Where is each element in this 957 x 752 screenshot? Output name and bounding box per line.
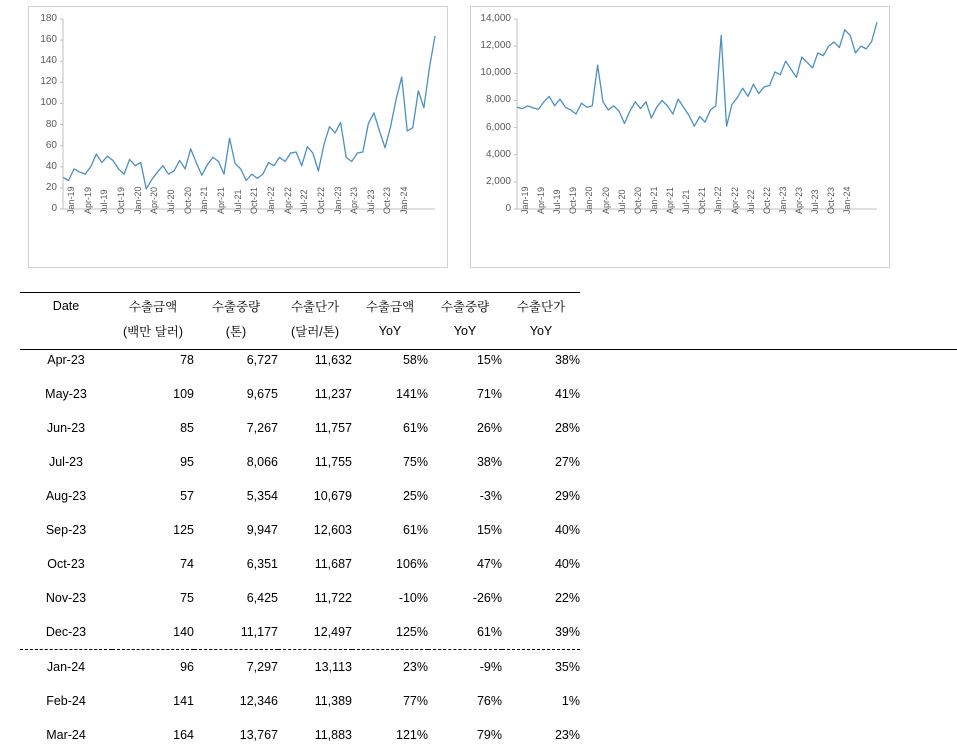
cell-export-weight: 11,177 [240,625,278,639]
export-value-chart-xtick-label: Apr-21 [215,186,226,214]
export-value-chart-ytick-label: 80 [45,118,57,130]
export-value-chart-xtick-label: Jul-19 [99,189,110,214]
cell-export-weight: 12,346 [239,694,278,708]
export-value-chart-ytick-label: 0 [51,203,57,214]
cell-export-value-yoy: 75% [402,455,428,469]
table-header [20,293,580,344]
cell-export-value-yoy: -10% [398,591,428,605]
export-value-chart-ytick-label: 120 [40,76,57,88]
cell-export-value-yoy: 121% [396,728,428,742]
export-weight-chart-ytick-label: 0 [505,203,511,214]
cell-export-weight-yoy: 61% [476,625,502,639]
cell-export-price-yoy: 40% [554,523,580,537]
col-subheader-export-price: (달러/톤) [290,324,340,339]
cell-export-value-yoy: 25% [402,489,428,503]
cell-export-weight: 13,767 [239,728,278,742]
cell-export-weight-yoy: 79% [476,728,502,742]
export-value-chart-series-line [63,36,435,189]
table-row [20,377,580,411]
col-subheader-date [20,318,112,343]
export-value-chart-xtick-label: Apr-19 [82,186,93,214]
cell-date: Aug-23 [45,489,87,503]
cell-export-price: 11,632 [314,353,352,367]
cell-export-price-yoy: 22% [554,591,580,605]
export-weight-chart-ytick-label: 8,000 [485,94,511,106]
col-header-date: Date [52,298,80,313]
table-row [20,615,580,650]
cell-export-value-yoy: 125% [396,625,428,639]
export-value-chart-ytick-label: 140 [40,55,57,67]
col-subheader-export-value-yoy: YoY [378,323,402,338]
cell-export-price: 10,679 [313,489,352,503]
cell-export-weight-yoy: 15% [476,353,502,367]
cell-export-price-yoy: 39% [554,625,580,639]
cell-date: Nov-23 [45,591,87,605]
export-weight-chart-ytick-label: 6,000 [485,121,511,133]
export-value-chart-panel [28,6,448,268]
export-summary-table [20,292,580,752]
export-value-chart-xtick-label: Jan-24 [399,186,410,214]
cell-export-weight-yoy: 47% [476,557,502,571]
cell-date: Mar-24 [46,728,86,742]
table-row [20,581,580,615]
cell-export-price: 11,757 [314,421,352,435]
export-weight-chart-xtick-label: Oct-21 [697,186,708,214]
export-value-chart-ytick-label: 160 [40,34,57,46]
cell-export-weight-yoy: 15% [476,523,502,537]
cell-export-weight: 7,267 [246,421,278,435]
cell-export-value: 140 [173,625,194,639]
cell-date: Oct-23 [47,557,85,571]
cell-export-price-yoy: 27% [554,455,580,469]
cell-export-price: 11,389 [314,694,352,708]
export-weight-chart-ytick-label: 10,000 [480,67,511,79]
export-value-chart-xtick-label: Jul-21 [232,189,243,214]
cell-date: Jun-23 [46,421,86,435]
cell-export-value: 96 [180,660,194,674]
cell-export-value: 164 [173,728,194,742]
cell-export-value-yoy: 141% [396,387,428,401]
cell-export-value: 85 [180,421,194,435]
cell-date: Dec-23 [45,625,87,639]
cell-export-price-yoy: 28% [554,421,580,435]
cell-date: Feb-24 [46,694,86,708]
export-weight-chart-ytick-label: 14,000 [480,13,511,24]
export-weight-chart-ytick-label: 12,000 [480,40,511,52]
export-weight-chart-xtick-label: Jan-19 [520,186,530,214]
export-weight-chart-xtick-label: Jul-22 [745,189,756,214]
cell-export-price: 13,113 [314,660,352,674]
export-weight-chart-xtick-label: Apr-19 [536,186,547,214]
export-weight-chart-xtick-label: Oct-23 [826,186,837,214]
export-value-chart-xtick-label: Apr-22 [282,186,293,214]
cell-export-weight: 6,727 [246,353,278,367]
cell-export-value: 125 [173,523,194,537]
cell-export-price-yoy: 41% [554,387,580,401]
cell-export-price-yoy: 1% [561,694,580,708]
export-value-chart-xtick-label: Oct-19 [115,186,126,214]
export-weight-chart-xtick-label: Jan-22 [713,186,724,214]
cell-export-weight-yoy: 38% [476,455,502,469]
col-subheader-export-price-yoy: YoY [529,323,553,338]
export-weight-chart-xtick-label: Apr-21 [665,186,676,214]
cell-export-weight: 7,297 [246,660,278,674]
cell-export-weight: 6,425 [246,591,278,605]
export-value-chart-xtick-label: Jul-22 [299,189,310,214]
cell-export-value: 74 [180,557,194,571]
table-row [20,411,580,445]
cell-export-weight: 5,354 [246,489,278,503]
cell-export-weight-yoy: 76% [476,694,502,708]
col-header-export-value-yoy: 수출금액 [365,299,415,314]
cell-export-value-yoy: 61% [402,421,428,435]
export-weight-chart-xtick-label: Jul-19 [552,189,563,214]
cell-export-price: 11,883 [314,728,352,742]
export-weight-chart-xtick-label: Apr-23 [794,186,805,214]
cell-export-price: 11,237 [314,387,352,401]
cell-export-price-yoy: 35% [554,660,580,674]
cell-export-price-yoy: 40% [554,557,580,571]
export-value-chart-ytick-label: 180 [40,13,57,24]
cell-date: Jan-24 [46,660,86,674]
cell-export-price: 12,603 [313,523,352,537]
cell-export-weight: 6,351 [246,557,278,571]
table-row [20,445,580,479]
cell-export-weight-yoy: -26% [472,591,502,605]
export-value-chart-ytick-label: 60 [45,139,57,151]
cell-export-value: 57 [180,489,194,503]
export-value-chart-xtick-label: Jan-19 [66,186,76,214]
col-subheader-export-value: (백만 달러) [122,324,184,339]
table-row [20,718,580,752]
table-row [20,547,580,581]
export-weight-chart-xtick-label: Apr-20 [600,186,611,214]
table-row [20,684,580,718]
cell-export-value: 109 [173,387,194,401]
export-value-chart-svg [29,7,447,267]
col-header-export-value: 수출금액 [128,299,178,314]
col-header-export-weight: 수출중량 [211,299,261,314]
export-value-chart-xtick-label: Oct-21 [249,186,260,214]
col-header-export-price: 수출단가 [290,299,340,314]
table-row [20,479,580,513]
cell-date: May-23 [45,387,87,401]
cell-export-price-yoy: 29% [554,489,580,503]
cell-export-value-yoy: 61% [402,523,428,537]
export-value-chart-xtick-label: Jan-20 [132,186,143,214]
export-value-chart-xtick-label: Apr-23 [349,186,360,214]
export-value-chart-xtick-label: Jan-21 [199,186,210,214]
cell-export-weight-yoy: 71% [476,387,502,401]
table-row [20,650,580,685]
cell-export-value: 78 [180,353,194,367]
export-weight-chart-xtick-label: Apr-22 [729,186,740,214]
cell-export-price: 11,755 [314,455,352,469]
export-weight-chart-xtick-label: Oct-19 [568,186,579,214]
cell-date: Sep-23 [45,523,87,537]
export-weight-chart-series-line [517,22,877,126]
export-value-chart-xtick-label: Oct-20 [182,186,193,214]
col-subheader-export-weight-yoy: YoY [453,323,477,338]
export-value-chart-xtick-label: Jan-23 [332,186,343,214]
export-weight-chart-xtick-label: Oct-20 [632,186,643,214]
export-value-chart-ytick-label: 40 [45,160,57,172]
cell-export-value-yoy: 77% [402,694,428,708]
export-weight-chart-xtick-label: Jan-23 [777,186,788,214]
cell-export-value: 95 [180,455,194,469]
cell-export-weight-yoy: 26% [476,421,502,435]
export-weight-chart-panel [470,6,890,268]
export-weight-chart-xtick-label: Jul-20 [616,189,627,214]
table-body [20,343,580,752]
table-header-row-top [20,293,580,319]
export-value-chart-xtick-label: Oct-22 [315,186,326,214]
export-weight-plot-area [471,7,889,267]
cell-export-price: 12,497 [313,625,352,639]
export-value-chart-xtick-label: Jul-20 [165,189,176,214]
export-value-chart-xtick-label: Apr-20 [149,186,160,214]
col-subheader-export-weight: (톤) [225,324,247,339]
cell-export-value: 75 [180,591,194,605]
cell-export-value: 141 [173,694,194,708]
export-weight-chart-xtick-label: Jan-20 [584,186,595,214]
table-header-row-bottom [20,318,580,343]
export-value-chart-ytick-label: 20 [45,181,57,193]
export-weight-chart-ytick-label: 2,000 [485,175,511,187]
export-weight-chart-xtick-label: Jul-21 [681,189,692,214]
export-value-chart-xtick-label: Jan-22 [265,186,276,214]
col-header-export-price-yoy: 수출단가 [516,299,566,314]
cell-export-weight: 8,066 [246,455,278,469]
export-weight-chart-xtick-label: Jul-23 [810,189,821,214]
cell-export-weight: 9,675 [246,387,278,401]
cell-export-weight-yoy: -3% [479,489,502,503]
export-weight-chart-svg [471,7,889,267]
cell-export-value-yoy: 58% [402,353,428,367]
cell-export-price: 11,687 [314,557,352,571]
cell-export-price: 11,722 [314,591,352,605]
export-value-chart-ytick-label: 100 [40,97,57,109]
cell-date: Jul-23 [48,455,84,469]
cell-export-value-yoy: 23% [402,660,428,674]
cell-export-weight: 9,947 [246,523,278,537]
export-value-chart-xtick-label: Jul-23 [365,189,376,214]
cell-export-price-yoy: 23% [554,728,580,742]
cell-export-price-yoy: 38% [554,353,580,367]
cell-export-weight-yoy: -9% [479,660,502,674]
export-value-plot-area [29,7,447,267]
table-row [20,513,580,547]
table-row [20,343,580,377]
cell-export-value-yoy: 106% [396,557,428,571]
export-weight-chart-xtick-label: Oct-22 [761,186,772,214]
export-weight-chart-xtick-label: Jan-21 [648,186,659,214]
export-weight-chart-xtick-label: Jan-24 [842,186,853,214]
export-value-chart-xtick-label: Oct-23 [382,186,393,214]
col-header-export-weight-yoy: 수출중량 [440,299,490,314]
cell-date: Apr-23 [47,353,85,367]
export-weight-chart-ytick-label: 4,000 [485,148,511,160]
